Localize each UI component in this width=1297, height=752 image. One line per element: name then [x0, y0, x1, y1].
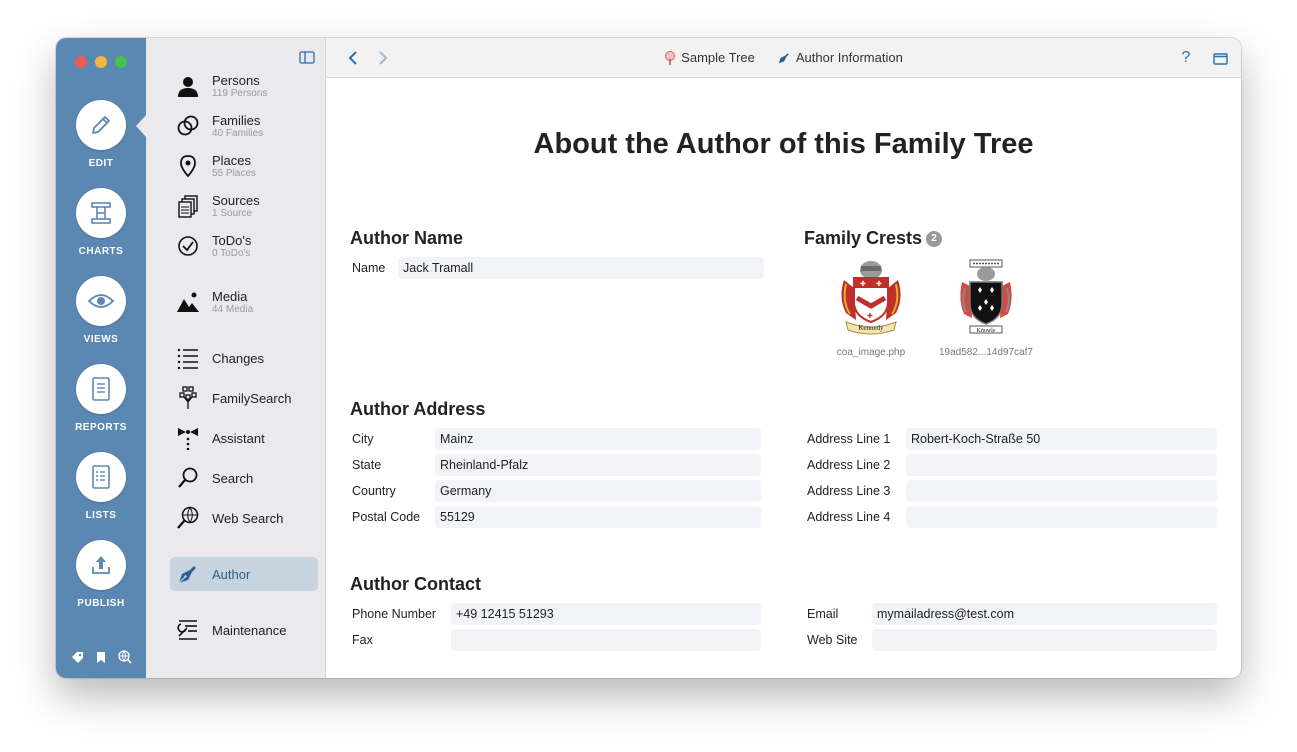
- crest-image-knowle: [956, 258, 1016, 336]
- address-line4-label: Address Line 4: [807, 510, 891, 524]
- rail-edit-label: EDIT: [88, 158, 114, 169]
- svg-text:✚: ✚: [876, 281, 882, 288]
- city-field[interactable]: Mainz: [435, 428, 761, 450]
- sidebar-item-label: Search: [212, 470, 254, 486]
- sidebar-item-todos[interactable]: [170, 229, 318, 263]
- crest-banner-text: Knowle: [976, 328, 996, 334]
- app-window: [56, 38, 1241, 678]
- rail-charts-label: CHARTS: [78, 246, 124, 257]
- website-field[interactable]: [872, 629, 1217, 651]
- eye-icon: [76, 276, 126, 326]
- navigation-sidebar: [146, 38, 326, 678]
- sidebar-item-label: Media: [212, 288, 248, 304]
- country-field[interactable]: Germany: [435, 480, 761, 502]
- list-icon: [76, 452, 126, 502]
- address-line1-label: Address Line 1: [807, 432, 891, 446]
- pin-icon: [174, 152, 202, 180]
- sidebar-item-count: 119 Persons: [212, 87, 268, 99]
- city-label: City: [352, 432, 374, 446]
- sidebar-item-label: Maintenance: [212, 622, 287, 638]
- search-globe-icon[interactable]: [118, 650, 132, 664]
- rail-views-button[interactable]: [56, 276, 146, 345]
- state-label: State: [352, 458, 382, 472]
- family-crests-heading: [804, 228, 942, 249]
- rail-lists-label: LISTS: [85, 510, 117, 521]
- breadcrumb: [326, 38, 1241, 77]
- zoom-window-button[interactable]: [115, 56, 127, 68]
- address-line1-field[interactable]: Robert-Koch-Straße 50: [906, 428, 1217, 450]
- person-icon: [174, 72, 202, 100]
- crest-count-badge: 2: [926, 231, 942, 247]
- sidebar-item-label: Author: [212, 566, 251, 582]
- sidebar-item-label: Persons: [212, 72, 260, 88]
- author-address-heading: Author Address: [350, 399, 486, 419]
- sidebar-item-label: Families: [212, 112, 261, 128]
- sidebar-toggle-icon[interactable]: [299, 51, 315, 69]
- close-window-button[interactable]: [75, 56, 87, 68]
- sidebar-item-count: 40 Families: [212, 127, 264, 139]
- sidebar-item-sources[interactable]: [170, 189, 318, 223]
- globe-search-icon: [174, 504, 202, 532]
- checkmark-icon: [174, 232, 202, 260]
- email-label: Email: [807, 607, 839, 621]
- upload-icon: [76, 540, 126, 590]
- assistant-icon: [174, 424, 202, 452]
- fax-label: Fax: [352, 633, 373, 647]
- author-name-heading: Author Name: [350, 228, 464, 248]
- sidebar-item-families[interactable]: [170, 109, 318, 143]
- sidebar-item-label: Web Search: [212, 510, 284, 526]
- rail-reports-button[interactable]: [56, 364, 146, 433]
- sidebar-item-label: Assistant: [212, 430, 265, 446]
- sidebar-item-web-search[interactable]: [170, 501, 318, 535]
- sidebar-item-places[interactable]: [170, 149, 318, 183]
- address-line3-label: Address Line 3: [807, 484, 891, 498]
- documents-icon: [174, 192, 202, 220]
- sidebar-item-count: 0 ToDo's: [212, 247, 251, 259]
- window-icon: [1213, 52, 1228, 65]
- list-icon: [174, 344, 202, 372]
- website-label: Web Site: [807, 633, 858, 647]
- sidebar-item-label: FamilySearch: [212, 390, 292, 406]
- sidebar-item-changes[interactable]: [170, 341, 318, 375]
- sidebar-item-maintenance[interactable]: [170, 613, 318, 647]
- svg-text:✚: ✚: [867, 313, 873, 320]
- search-icon: [174, 464, 202, 492]
- tree-icon: [664, 51, 676, 65]
- pencil-icon: [76, 100, 126, 150]
- postal-code-label: Postal Code: [352, 510, 421, 524]
- tag-icon[interactable]: [70, 650, 84, 664]
- crest-item[interactable]: [934, 258, 1038, 358]
- breadcrumb-label: Sample Tree: [681, 50, 755, 65]
- sidebar-item-familysearch[interactable]: [170, 381, 318, 415]
- phone-label: Phone Number: [352, 607, 437, 621]
- name-field[interactable]: Jack Tramall: [398, 257, 764, 279]
- sidebar-item-label: Sources: [212, 192, 260, 208]
- svg-text:✚: ✚: [860, 281, 866, 288]
- pen-nib-icon: [777, 51, 791, 65]
- bookmark-icon[interactable]: [94, 650, 108, 664]
- sidebar-item-count: 44 Media: [212, 303, 254, 315]
- rail-publish-label: PUBLISH: [77, 598, 125, 609]
- breadcrumb-sample-tree[interactable]: [664, 50, 755, 65]
- phone-field[interactable]: +49 12415 51293: [451, 603, 761, 625]
- mountain-icon: [174, 288, 202, 316]
- postal-code-field[interactable]: 55129: [435, 506, 761, 528]
- sidebar-item-count: 1 Source: [212, 207, 253, 219]
- sidebar-item-label: Places: [212, 152, 252, 168]
- mode-rail: [56, 38, 146, 678]
- crest-banner-text: Kennedy: [858, 324, 884, 332]
- rail-edit-button[interactable]: [56, 100, 146, 169]
- sidebar-item-author[interactable]: [170, 557, 318, 591]
- email-field[interactable]: mymailadress@test.com: [872, 603, 1217, 625]
- sidebar-item-search[interactable]: [170, 461, 318, 495]
- sidebar-item-label: ToDo's: [212, 232, 252, 248]
- author-contact-heading: Author Contact: [350, 574, 481, 594]
- report-icon: [76, 364, 126, 414]
- minimize-window-button[interactable]: [95, 56, 107, 68]
- sidebar-item-count: 55 Places: [212, 167, 256, 179]
- toolbar: [326, 38, 1241, 78]
- sidebar-item-media[interactable]: [170, 285, 318, 319]
- country-label: Country: [352, 484, 396, 498]
- breadcrumb-label: Author Information: [795, 50, 903, 65]
- state-field[interactable]: Rheinland-Pfalz: [435, 454, 761, 476]
- rings-icon: [174, 112, 202, 140]
- main-content: [326, 38, 1241, 678]
- sidebar-item-assistant[interactable]: [170, 421, 318, 455]
- address-line4-field[interactable]: [906, 506, 1217, 528]
- rail-reports-label: REPORTS: [75, 422, 127, 433]
- sidebar-item-label: Changes: [212, 350, 265, 366]
- name-label: Name: [352, 261, 386, 275]
- window-mode-button[interactable]: [1211, 49, 1229, 67]
- familysearch-icon: [174, 384, 202, 412]
- crest-item[interactable]: [826, 258, 916, 358]
- rail-views-label: VIEWS: [83, 334, 119, 345]
- page-title: About the Author of this Family Tree: [533, 128, 1034, 160]
- help-button[interactable]: ?: [1181, 49, 1191, 66]
- rail-charts-button[interactable]: [56, 188, 146, 257]
- crest-image-kennedy: [836, 258, 906, 336]
- crest-caption: 19ad582...14d97caf7: [939, 347, 1033, 358]
- address-line2-field[interactable]: [906, 454, 1217, 476]
- maintenance-icon: [174, 616, 202, 644]
- charts-icon: [76, 188, 126, 238]
- family-crests-title: Family Crests: [804, 228, 923, 248]
- pen-nib-icon: [174, 560, 202, 588]
- breadcrumb-author-information[interactable]: [777, 50, 903, 65]
- address-line2-label: Address Line 2: [807, 458, 891, 472]
- rail-publish-button[interactable]: [56, 540, 146, 609]
- rail-lists-button[interactable]: [56, 452, 146, 521]
- fax-field[interactable]: [451, 629, 761, 651]
- crest-caption: coa_image.php: [836, 347, 906, 358]
- address-line3-field[interactable]: [906, 480, 1217, 502]
- sidebar-item-persons[interactable]: [170, 69, 318, 103]
